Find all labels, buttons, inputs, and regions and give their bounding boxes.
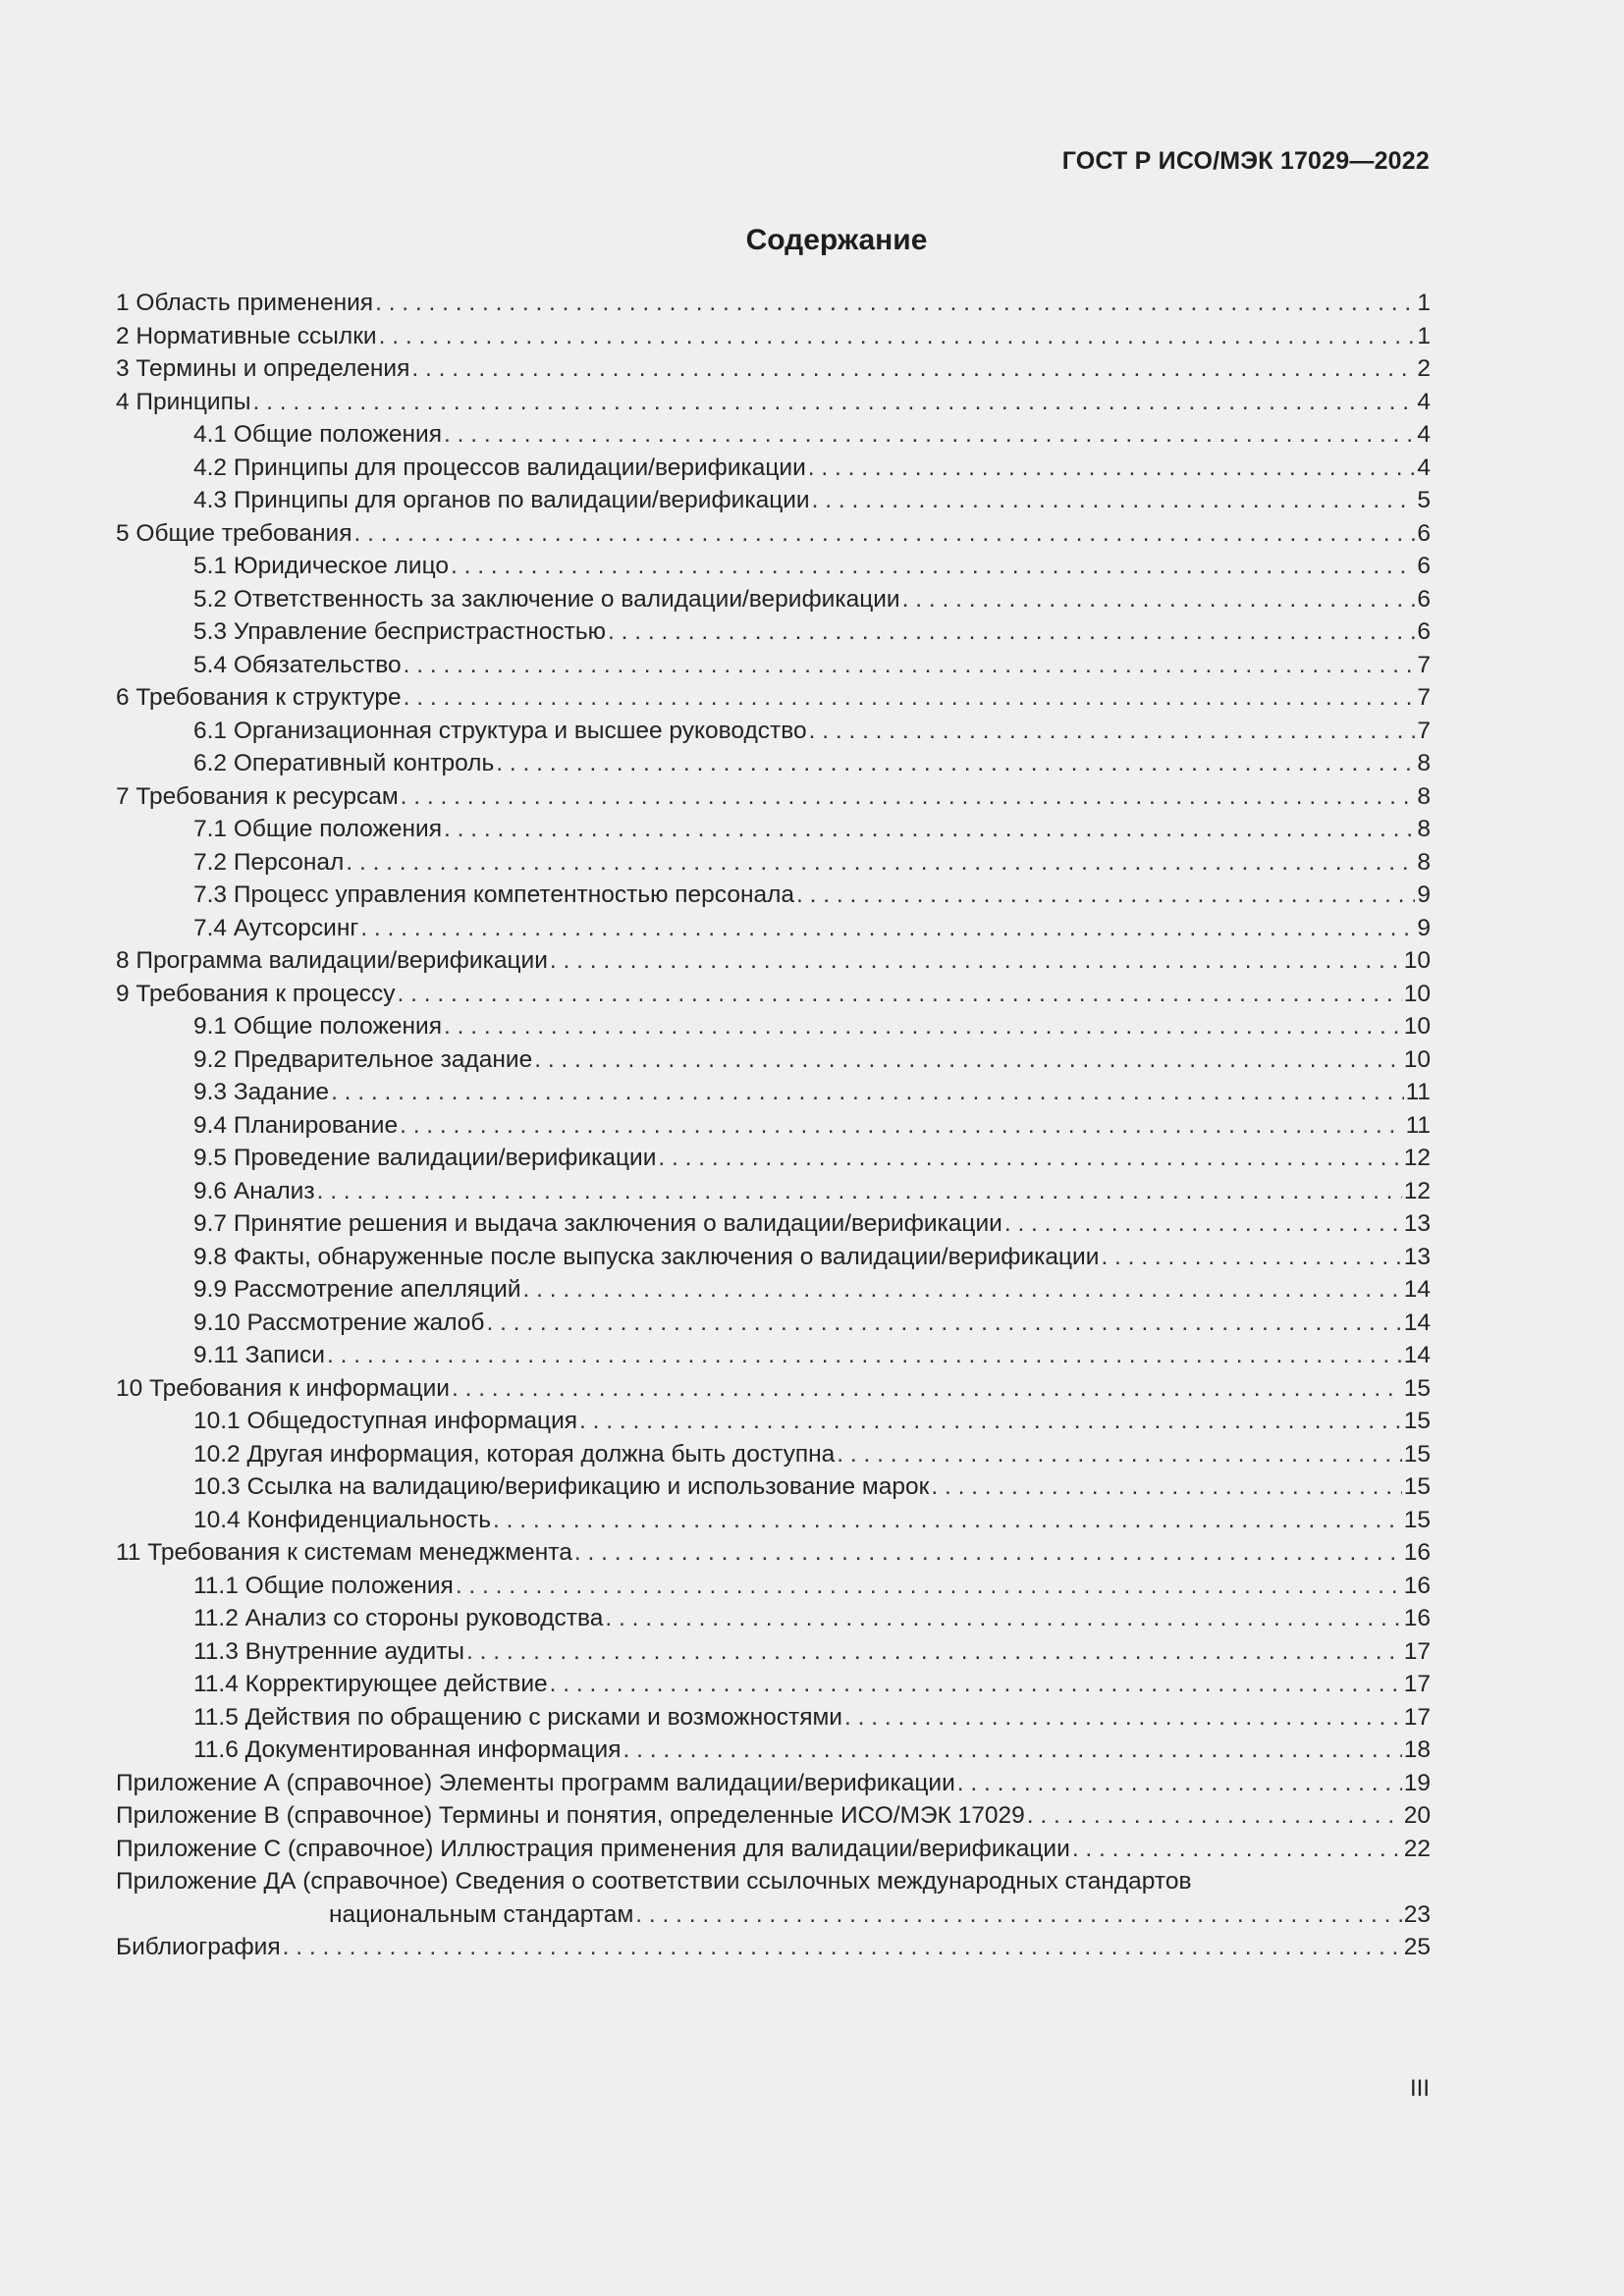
- toc-entry-page: 9: [1417, 914, 1431, 941]
- toc-entry-page: 10: [1403, 1045, 1431, 1073]
- toc-entry[interactable]: [116, 649, 1431, 682]
- toc-entry[interactable]: [116, 1536, 1431, 1570]
- toc-leader-dots: [360, 912, 1415, 945]
- toc-entry[interactable]: [116, 615, 1431, 649]
- toc-entry[interactable]: [116, 1799, 1431, 1833]
- toc-leader-dots: [379, 320, 1416, 353]
- toc-entry-label: 11.1 Общие положения: [193, 1572, 454, 1599]
- toc-entry-label: 9.5 Проведение валидации/верификации: [193, 1145, 657, 1171]
- toc-leader-dots: [635, 1898, 1401, 1932]
- toc-entry[interactable]: [116, 1307, 1431, 1340]
- toc-leader-dots: [346, 846, 1415, 880]
- toc-leader-dots: [398, 978, 1402, 1011]
- toc-entry-label: 11.5 Действия по обращению с рисками и возможностями: [193, 1703, 842, 1731]
- toc-leader-dots: [496, 747, 1415, 780]
- toc-leader-dots: [957, 1767, 1402, 1800]
- toc-leader-dots: [456, 1570, 1402, 1603]
- toc-entry-label: национальным стандартам: [329, 1900, 634, 1928]
- toc-entry-annex-da-continued[interactable]: [116, 1898, 1431, 1932]
- toc-leader-dots: [327, 1339, 1402, 1372]
- toc-entry-page: 15: [1403, 1408, 1431, 1434]
- toc-entry[interactable]: [116, 287, 1431, 320]
- toc-leader-dots: [444, 1010, 1402, 1043]
- toc-entry[interactable]: [116, 1438, 1431, 1471]
- toc-entry-page: 23: [1403, 1900, 1431, 1928]
- toc-entry-label: 5.3 Управление беспристрастностью: [193, 618, 607, 645]
- toc-entry-page: 11: [1405, 1079, 1431, 1105]
- toc-entry-page: 15: [1403, 1374, 1431, 1402]
- toc-entry-page: 12: [1403, 1177, 1431, 1204]
- toc-entry-page: 10: [1403, 947, 1431, 974]
- toc-entry[interactable]: [116, 583, 1431, 616]
- toc-entry-label: 10.4 Конфиденциальность: [193, 1506, 492, 1533]
- toc-entry[interactable]: [116, 1010, 1431, 1043]
- toc-entry[interactable]: [116, 978, 1431, 1011]
- toc-entry-label: 10 Требования к информации: [116, 1374, 450, 1402]
- toc-entry-page: 25: [1403, 1934, 1431, 1960]
- page-title: Содержание: [745, 224, 928, 256]
- toc-entry[interactable]: [116, 1175, 1431, 1208]
- toc-entry-label: 9 Требования к процессу: [116, 980, 396, 1007]
- toc-entry[interactable]: [116, 912, 1431, 945]
- toc-entry-page: 6: [1417, 618, 1431, 645]
- toc-entry-label: 10.1 Общедоступная информация: [193, 1408, 578, 1434]
- toc-leader-dots: [444, 418, 1415, 452]
- toc-entry-label: 2 Нормативные ссылки: [116, 322, 377, 349]
- toc-leader-dots: [658, 1142, 1401, 1175]
- toc-entry[interactable]: [116, 1504, 1431, 1537]
- toc-entry-label: 4 Принципы: [116, 388, 251, 415]
- toc-leader-dots: [931, 1470, 1401, 1504]
- toc-entry-page: 12: [1403, 1145, 1431, 1171]
- toc-entry-page: 7: [1417, 651, 1431, 678]
- toc-entry-page: 19: [1403, 1769, 1431, 1796]
- toc-entry-label: 9.11 Записи: [193, 1342, 325, 1368]
- toc-leader-dots: [796, 879, 1415, 912]
- toc-leader-dots: [451, 550, 1415, 583]
- toc-leader-dots: [401, 780, 1416, 814]
- toc-leader-dots: [404, 681, 1416, 715]
- toc-entry[interactable]: [116, 1570, 1431, 1603]
- toc-entry-page: 11: [1405, 1111, 1431, 1139]
- toc-entry-page: 17: [1403, 1637, 1431, 1665]
- toc-entry-page: 22: [1403, 1835, 1431, 1862]
- toc-entry[interactable]: [116, 1241, 1431, 1274]
- toc-entry-page: 13: [1403, 1210, 1431, 1237]
- toc-entry-page: 5: [1417, 487, 1431, 513]
- toc-entry-page: 6: [1417, 519, 1431, 547]
- toc-entry-label: 7.2 Персонал: [193, 848, 345, 876]
- document-code: ГОСТ Р ИСО/МЭК 17029—2022: [1061, 147, 1430, 175]
- toc-leader-dots: [1101, 1241, 1401, 1274]
- toc-entry-page: 20: [1403, 1802, 1431, 1829]
- toc-entry[interactable]: [116, 1207, 1431, 1241]
- toc-entry[interactable]: [116, 352, 1431, 386]
- toc-entry-label: 7.4 Аутсорсинг: [193, 914, 359, 941]
- toc-entry[interactable]: [116, 550, 1431, 583]
- toc-leader-dots: [317, 1175, 1402, 1208]
- toc-entry[interactable]: [116, 1833, 1431, 1866]
- toc-entry[interactable]: [116, 1109, 1431, 1143]
- toc-entry-label: 11.2 Анализ со стороны руководства: [193, 1605, 604, 1631]
- toc-entry-label: 11.6 Документированная информация: [193, 1736, 622, 1763]
- toc-entry[interactable]: [116, 715, 1431, 748]
- toc-entry[interactable]: [116, 1602, 1431, 1635]
- toc-entry-label: 11.3 Внутренние аудиты: [193, 1637, 465, 1665]
- toc-entry-page: 2: [1417, 355, 1431, 382]
- toc-leader-dots: [486, 1307, 1401, 1340]
- toc-entry-page: 14: [1403, 1342, 1431, 1368]
- toc-entry[interactable]: [116, 386, 1431, 419]
- toc-entry-page: 17: [1403, 1671, 1431, 1697]
- toc-entry[interactable]: [116, 1767, 1431, 1800]
- toc-entry-page: 4: [1417, 421, 1431, 448]
- toc-entry-page: 10: [1403, 1013, 1431, 1040]
- toc-entry-label: 9.2 Предварительное задание: [193, 1045, 533, 1073]
- toc-entry-label: 10.3 Ссылка на валидацию/верификацию и использование марок: [193, 1473, 930, 1500]
- toc-entry[interactable]: [116, 879, 1431, 912]
- toc-leader-dots: [623, 1734, 1402, 1767]
- toc-entry[interactable]: [116, 452, 1431, 485]
- toc-entry-label: 9.8 Факты, обнаруженные после выпуска заключения о валидации/верификации: [193, 1243, 1100, 1270]
- toc-entry-annex-da[interactable]: [116, 1865, 1431, 1898]
- toc-entry-label: 11.4 Корректирующее действие: [193, 1671, 548, 1697]
- page-number: III: [1409, 2075, 1430, 2102]
- toc-entry-label: Приложение В (справочное) Термины и понятия, определенные ИСО/МЭК 17029: [116, 1802, 1025, 1829]
- toc-leader-dots: [493, 1504, 1402, 1537]
- toc-entry-label: 8 Программа валидации/верификации: [116, 947, 548, 974]
- toc-entry[interactable]: [116, 813, 1431, 846]
- toc-entry[interactable]: [116, 1701, 1431, 1735]
- toc-entry[interactable]: [116, 747, 1431, 780]
- toc-entry[interactable]: [116, 1339, 1431, 1372]
- toc-leader-dots: [444, 813, 1415, 846]
- toc-leader-dots: [550, 1668, 1402, 1701]
- toc-leader-dots: [1072, 1833, 1402, 1866]
- toc-leader-dots: [523, 1273, 1402, 1307]
- toc-entry-bibliography[interactable]: [116, 1931, 1431, 1964]
- toc-leader-dots: [534, 1043, 1402, 1077]
- toc-leader-dots: [411, 352, 1415, 386]
- toc-entry-label: 7 Требования к ресурсам: [116, 782, 399, 810]
- toc-entry-page: 7: [1417, 684, 1431, 711]
- toc-entry-page: 4: [1417, 454, 1431, 481]
- toc-leader-dots: [844, 1701, 1402, 1735]
- toc-entry-page: 16: [1403, 1539, 1431, 1566]
- toc-leader-dots: [574, 1536, 1402, 1570]
- toc-entry-page: 16: [1403, 1605, 1431, 1631]
- toc-entry-label: 5.1 Юридическое лицо: [193, 553, 449, 579]
- toc-leader-dots: [812, 484, 1416, 517]
- toc-entry-label: 11 Требования к системам менеджмента: [116, 1539, 572, 1566]
- toc-entry-label: 4.1 Общие положения: [193, 421, 443, 448]
- toc-entry-label: Приложение А (справочное) Элементы программ валидации/верификации: [116, 1769, 955, 1796]
- toc-leader-dots: [1004, 1207, 1402, 1241]
- toc-entry-label: 5 Общие требования: [116, 519, 352, 547]
- toc-entry-page: 10: [1403, 980, 1431, 1007]
- toc-entry-page: 15: [1403, 1473, 1431, 1500]
- toc-entry-label: 9.4 Планирование: [193, 1111, 399, 1139]
- toc-entry-page: 1: [1417, 290, 1431, 316]
- toc-entry[interactable]: [116, 1405, 1431, 1438]
- toc-entry[interactable]: [116, 1734, 1431, 1767]
- toc-leader-dots: [331, 1076, 1404, 1109]
- toc-entry[interactable]: [116, 1372, 1431, 1406]
- toc-entry-label: 4.2 Принципы для процессов валидации/верификации: [193, 454, 806, 481]
- toc-leader-dots: [452, 1372, 1402, 1406]
- toc-leader-dots: [808, 452, 1416, 485]
- toc-entry-label: 9.6 Анализ: [193, 1177, 315, 1204]
- toc-entry[interactable]: [116, 1668, 1431, 1701]
- toc-entry[interactable]: [116, 320, 1431, 353]
- toc-entry[interactable]: [116, 1076, 1431, 1109]
- toc-leader-dots: [252, 386, 1415, 419]
- toc-entry-page: 8: [1417, 750, 1431, 776]
- toc-entry-label: 5.4 Обязательство: [193, 651, 402, 678]
- toc-entry-label: 9.9 Рассмотрение апелляций: [193, 1276, 521, 1303]
- toc-leader-dots: [608, 615, 1415, 649]
- toc-entry-label: Библиография: [116, 1934, 281, 1960]
- toc-entry-page: 15: [1403, 1440, 1431, 1468]
- toc-entry-page: 8: [1417, 782, 1431, 810]
- toc-leader-dots: [605, 1602, 1401, 1635]
- toc-entry-page: 15: [1403, 1506, 1431, 1533]
- toc-entry-label: 10.2 Другая информация, которая должна быть доступна: [193, 1440, 836, 1468]
- toc-entry-label: 9.10 Рассмотрение жалоб: [193, 1308, 485, 1336]
- toc-entry[interactable]: [116, 517, 1431, 551]
- toc-leader-dots: [902, 583, 1416, 616]
- toc-entry-label: 1 Область применения: [116, 290, 374, 316]
- toc-entry-page: 17: [1403, 1703, 1431, 1731]
- toc-entry-label: 6.1 Организационная структура и высшее руководство: [193, 717, 807, 744]
- toc-entry-label: 6 Требования к структуре: [116, 684, 402, 711]
- toc-entry[interactable]: [116, 1635, 1431, 1669]
- toc-leader-dots: [579, 1405, 1402, 1438]
- toc-entry-label: Приложение С (справочное) Иллюстрация применения для валидации/верификации: [116, 1835, 1070, 1862]
- toc-entry-label: 9.1 Общие положения: [193, 1013, 443, 1040]
- toc-leader-dots: [354, 517, 1416, 551]
- toc-entry[interactable]: [116, 1142, 1431, 1175]
- toc-entry-label: 9.7 Принятие решения и выдача заключения о валидации/верификации: [193, 1210, 1002, 1237]
- toc-entry-page: 14: [1403, 1276, 1431, 1303]
- toc-entry[interactable]: [116, 846, 1431, 880]
- toc-leader-dots: [809, 715, 1416, 748]
- toc-entry-page: 18: [1403, 1736, 1431, 1763]
- toc-entry[interactable]: [116, 681, 1431, 715]
- toc-entry-page: 9: [1417, 881, 1431, 908]
- toc-entry[interactable]: [116, 944, 1431, 978]
- toc-leader-dots: [375, 287, 1415, 320]
- toc-entry-label: 7.1 Общие положения: [193, 816, 443, 842]
- toc-entry-label: 3 Термины и определения: [116, 355, 410, 382]
- toc-entry-label: 4.3 Принципы для органов по валидации/верификации: [193, 487, 810, 513]
- toc-entry-label: Приложение ДА (справочное) Сведения о соответствии ссылочных международных стандартов: [116, 1868, 1192, 1895]
- toc-leader-dots: [837, 1438, 1401, 1471]
- toc-leader-dots: [283, 1931, 1402, 1964]
- toc-leader-dots: [400, 1109, 1403, 1143]
- toc-entry-page: 4: [1417, 388, 1431, 415]
- toc-entry[interactable]: [116, 1470, 1431, 1504]
- toc-leader-dots: [550, 944, 1402, 978]
- toc-entry-label: 5.2 Ответственность за заключение о валидации/верификации: [193, 585, 900, 613]
- toc-entry-page: 7: [1417, 717, 1431, 744]
- toc-entry-label: 9.3 Задание: [193, 1079, 330, 1105]
- toc-leader-dots: [466, 1635, 1402, 1669]
- toc-entry-page: 8: [1417, 816, 1431, 842]
- toc-entry-page: 13: [1403, 1243, 1431, 1270]
- toc-entry-label: 6.2 Оперативный контроль: [193, 750, 495, 776]
- toc-leader-dots: [404, 649, 1416, 682]
- toc-entry[interactable]: [116, 1043, 1431, 1077]
- table-of-contents: [116, 287, 1431, 1964]
- toc-entry[interactable]: [116, 484, 1431, 517]
- toc-entry-page: 16: [1403, 1572, 1431, 1599]
- toc-entry-page: 14: [1403, 1308, 1431, 1336]
- toc-entry-page: 8: [1417, 848, 1431, 876]
- toc-entry[interactable]: [116, 1273, 1431, 1307]
- toc-entry-page: 6: [1417, 553, 1431, 579]
- toc-entry[interactable]: [116, 780, 1431, 814]
- toc-entry-page: 1: [1417, 322, 1431, 349]
- toc-entry-label: 7.3 Процесс управления компетентностью персонала: [193, 881, 795, 908]
- toc-entry-page: 6: [1417, 585, 1431, 613]
- toc-leader-dots: [1027, 1799, 1402, 1833]
- toc-entry[interactable]: [116, 418, 1431, 452]
